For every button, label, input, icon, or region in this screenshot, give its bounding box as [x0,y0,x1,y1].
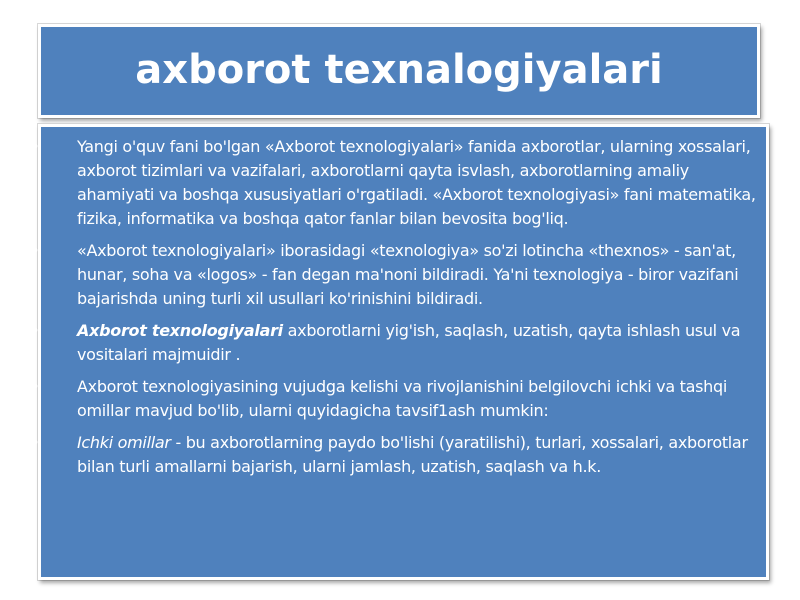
bullet-icon: • [30,321,40,340]
bullet-text: «Axborot texnologiyalari» iborasidagi «texnologiya» so'zi lotincha «thexnos» - san'at, hunar, soha va «logos» - fan degan ma'noni bildiradi. Ya'ni texnologiya - biror vazifani bajarishda uning turli xil usullari ko'rinishini bildiradi. [77,241,739,308]
bullet-text: - bu axborotlarning paydo bo'lishi (yaratilishi), turlari, xossalari, axborotlar bilan turli amallarni bajarish, ularni jamlash, uzatish, saqlash va h.k. [77,433,748,476]
bullet-text: Axborot texnologiyasining vujudga kelishi va rivojlanishini belgilovchi ichki va tashqi omillar mavjud bo'lib, ularni quyidagicha tavsif1ash mumkin: [77,377,727,420]
bullet-item [30,375,756,423]
bullet-icon: • [30,241,40,260]
bullet-text: Yangi o'quv fani bo'lgan «Axborot texnologiyalari» fanida axborotlar, ularning xossalari, axborot tizimlari va vazifalari, axborotlarni qayta isvlash, axborotlarning amaliy ahamiyati va boshqa xususiyatlari o'rgatiladi. «Axborot texnologiyasi» fani matematika, fizika, informatika va boshqa qator fanlar bilan bevosita bog'liq. [77,137,756,228]
title-box [38,24,760,118]
bullet-list [30,135,756,479]
bullet-icon: • [30,377,40,396]
bullet-lead-term: Ichki omillar [77,433,171,452]
content-box [30,124,769,580]
bullet-item [30,319,756,367]
bullet-item [30,135,756,231]
bullet-icon: • [30,433,40,452]
slide-title: axborot texnalogiyalari [135,47,663,93]
bullet-item [30,239,756,311]
bullet-item [30,431,756,479]
bullet-text: axborotlarni yig'ish, saqlash, uzatish, qayta ishlash usul va vositalari majmuidir . [77,321,741,364]
bullet-lead-term: Axborot texnologiyalari [77,321,283,340]
bullet-icon: • [30,137,40,156]
